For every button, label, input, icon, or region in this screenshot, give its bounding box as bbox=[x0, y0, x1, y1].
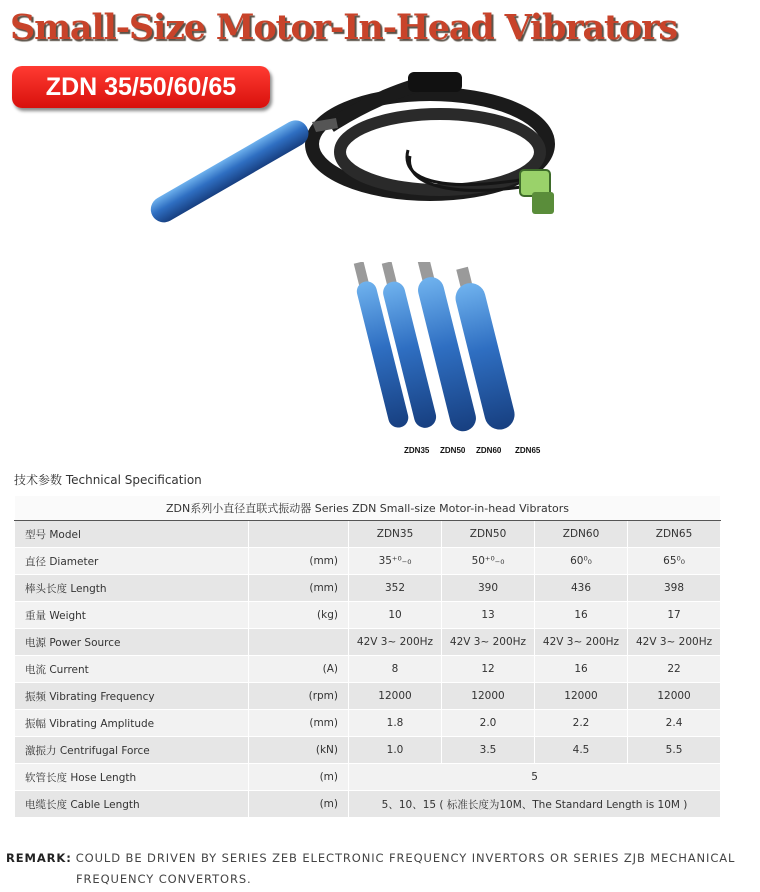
row-label: 振频 Vibrating Frequency bbox=[15, 683, 249, 710]
value-cell: 16 bbox=[535, 656, 628, 683]
model-cell: ZDN35 bbox=[349, 521, 442, 548]
spec-heading: 技术参数 Technical Specification bbox=[14, 473, 202, 487]
table-row bbox=[15, 521, 721, 548]
row-unit: (kN) bbox=[249, 737, 349, 764]
row-unit bbox=[249, 521, 349, 548]
value-cell: 8 bbox=[349, 656, 442, 683]
table-row bbox=[15, 548, 721, 575]
value-cell: 3.5 bbox=[442, 737, 535, 764]
value-cell: 16 bbox=[535, 602, 628, 629]
value-cell: 398 bbox=[628, 575, 721, 602]
row-unit: (m) bbox=[249, 764, 349, 791]
value-cell: 12000 bbox=[442, 683, 535, 710]
value-cell: 13 bbox=[442, 602, 535, 629]
value-cell: 65⁰₀ bbox=[628, 548, 721, 575]
value-cell: 42V 3~ 200Hz bbox=[349, 629, 442, 656]
value-cell: 352 bbox=[349, 575, 442, 602]
value-cell: 35⁺⁰₋₀ bbox=[349, 548, 442, 575]
row-label: 直径 Diameter bbox=[15, 548, 249, 575]
value-cell: 5 bbox=[349, 764, 721, 791]
value-cell: 5、10、15 ( 标准长度为10M、The Standard Length is 10M ) bbox=[349, 791, 721, 818]
page-title: Small-Size Motor-In-Head Vibrators bbox=[10, 7, 677, 48]
table-caption-row bbox=[15, 496, 721, 521]
row-unit: (mm) bbox=[249, 548, 349, 575]
table-row bbox=[15, 710, 721, 737]
row-label: 电源 Power Source bbox=[15, 629, 249, 656]
row-unit: (mm) bbox=[249, 710, 349, 737]
table-caption: ZDN系列小直径直联式振动器 Series ZDN Small-size Motor-in-head Vibrators bbox=[15, 496, 721, 521]
table-row bbox=[15, 656, 721, 683]
row-unit: (m) bbox=[249, 791, 349, 818]
table-row bbox=[15, 575, 721, 602]
remark-label: REMARK: bbox=[6, 851, 72, 865]
value-cell: 60⁰₀ bbox=[535, 548, 628, 575]
probe-label: ZDN35 bbox=[404, 446, 430, 455]
value-cell: 42V 3~ 200Hz bbox=[628, 629, 721, 656]
row-unit: (kg) bbox=[249, 602, 349, 629]
value-cell: 42V 3~ 200Hz bbox=[535, 629, 628, 656]
value-cell: 390 bbox=[442, 575, 535, 602]
remark-line-1: COULD BE DRIVEN BY SERIES ZEB ELECTRONIC FREQUENCY INVERTORS OR SERIES ZJB MECHANICAL bbox=[75, 851, 736, 865]
value-cell: 50⁺⁰₋₀ bbox=[442, 548, 535, 575]
row-unit bbox=[249, 629, 349, 656]
value-cell: 1.0 bbox=[349, 737, 442, 764]
remark bbox=[6, 848, 746, 890]
value-cell: 12000 bbox=[349, 683, 442, 710]
value-cell: 12000 bbox=[535, 683, 628, 710]
value-cell: 22 bbox=[628, 656, 721, 683]
row-label: 软管长度 Hose Length bbox=[15, 764, 249, 791]
value-cell: 2.4 bbox=[628, 710, 721, 737]
vibrator-product-image bbox=[140, 60, 570, 260]
row-unit: (A) bbox=[249, 656, 349, 683]
value-cell: 17 bbox=[628, 602, 721, 629]
model-cell: ZDN60 bbox=[535, 521, 628, 548]
row-label: 振幅 Vibrating Amplitude bbox=[15, 710, 249, 737]
row-label: 激振力 Centrifugal Force bbox=[15, 737, 249, 764]
model-badge: ZDN 35/50/60/65 bbox=[12, 66, 270, 108]
value-cell: 2.0 bbox=[442, 710, 535, 737]
value-cell: 4.5 bbox=[535, 737, 628, 764]
value-cell: 12000 bbox=[628, 683, 721, 710]
model-cell: ZDN65 bbox=[628, 521, 721, 548]
table-row bbox=[15, 737, 721, 764]
model-cell: ZDN50 bbox=[442, 521, 535, 548]
probe-label: ZDN50 bbox=[440, 446, 466, 455]
row-label: 型号 Model bbox=[15, 521, 249, 548]
probe-label: ZDN60 bbox=[476, 446, 502, 455]
spec-table bbox=[14, 495, 721, 818]
value-cell: 1.8 bbox=[349, 710, 442, 737]
value-cell: 42V 3~ 200Hz bbox=[442, 629, 535, 656]
value-cell: 10 bbox=[349, 602, 442, 629]
table-row bbox=[15, 629, 721, 656]
row-label: 重量 Weight bbox=[15, 602, 249, 629]
remark-line-2: FREQUENCY CONVERTORS. bbox=[76, 872, 252, 886]
value-cell: 12 bbox=[442, 656, 535, 683]
table-row bbox=[15, 791, 721, 818]
row-label: 电缆长度 Cable Length bbox=[15, 791, 249, 818]
row-label: 电流 Current bbox=[15, 656, 249, 683]
row-unit: (mm) bbox=[249, 575, 349, 602]
probe-label: ZDN65 bbox=[515, 446, 541, 455]
value-cell: 2.2 bbox=[535, 710, 628, 737]
table-row bbox=[15, 764, 721, 791]
value-cell: 436 bbox=[535, 575, 628, 602]
table-row bbox=[15, 602, 721, 629]
probe-lineup-image bbox=[340, 262, 570, 442]
row-unit: (rpm) bbox=[249, 683, 349, 710]
table-row bbox=[15, 683, 721, 710]
row-label: 棒头长度 Length bbox=[15, 575, 249, 602]
value-cell: 5.5 bbox=[628, 737, 721, 764]
